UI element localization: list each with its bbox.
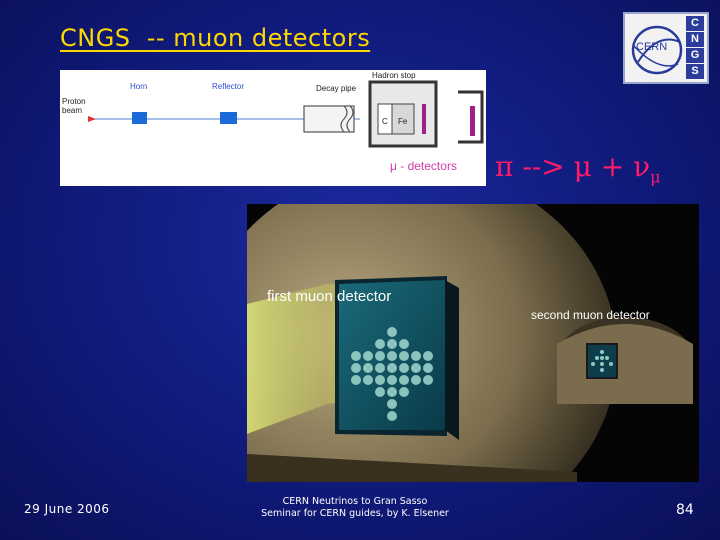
- arrow-symbol: -->: [522, 150, 565, 183]
- fe-block-label: Fe: [398, 117, 408, 126]
- nu-symbol: ν: [633, 150, 651, 183]
- slide-title: CNGS -- muon detectors: [60, 24, 371, 52]
- horn-label: Horn: [130, 82, 148, 91]
- proton-label-line1: Proton: [62, 97, 86, 106]
- mu-detectors-label: μ - detectors: [390, 159, 457, 173]
- hadron-stop-label: Hadron stop: [372, 71, 416, 80]
- c-block-label: C: [382, 117, 388, 126]
- logo-letter: C: [686, 16, 704, 31]
- logo-letter: G: [686, 48, 704, 63]
- proton-beam-label: [62, 97, 86, 115]
- footer-center: [240, 496, 470, 520]
- muon-detector-render: [247, 204, 699, 482]
- logo-letter: N: [686, 32, 704, 47]
- plus-symbol: +: [600, 150, 625, 183]
- proton-label-line2: beam: [62, 106, 83, 115]
- reflector-label: Reflector: [212, 82, 245, 91]
- mu-symbol: μ: [573, 150, 592, 183]
- pi-symbol: π: [495, 150, 514, 183]
- cngs-logo: [623, 12, 709, 84]
- logo-letter: S: [686, 64, 704, 79]
- footer-line2: Seminar for CERN guides, by K. Elsener: [261, 508, 449, 519]
- decay-formula: [495, 150, 661, 187]
- detector-scene: [247, 204, 699, 482]
- nu-subscript: μ: [650, 167, 661, 187]
- footer-line1: CERN Neutrinos to Gran Sasso: [282, 496, 428, 507]
- footer-date: 29 June 2006: [24, 502, 110, 516]
- page-number: 84: [676, 502, 694, 518]
- cngs-letters: [686, 16, 704, 80]
- first-detector-caption: first muon detector: [267, 288, 392, 305]
- decay-pipe-label: Decay pipe: [316, 84, 357, 93]
- beamline-schematic: [60, 70, 486, 186]
- second-detector-caption: second muon detector: [531, 308, 650, 322]
- cern-logo-text: CERN: [636, 41, 668, 53]
